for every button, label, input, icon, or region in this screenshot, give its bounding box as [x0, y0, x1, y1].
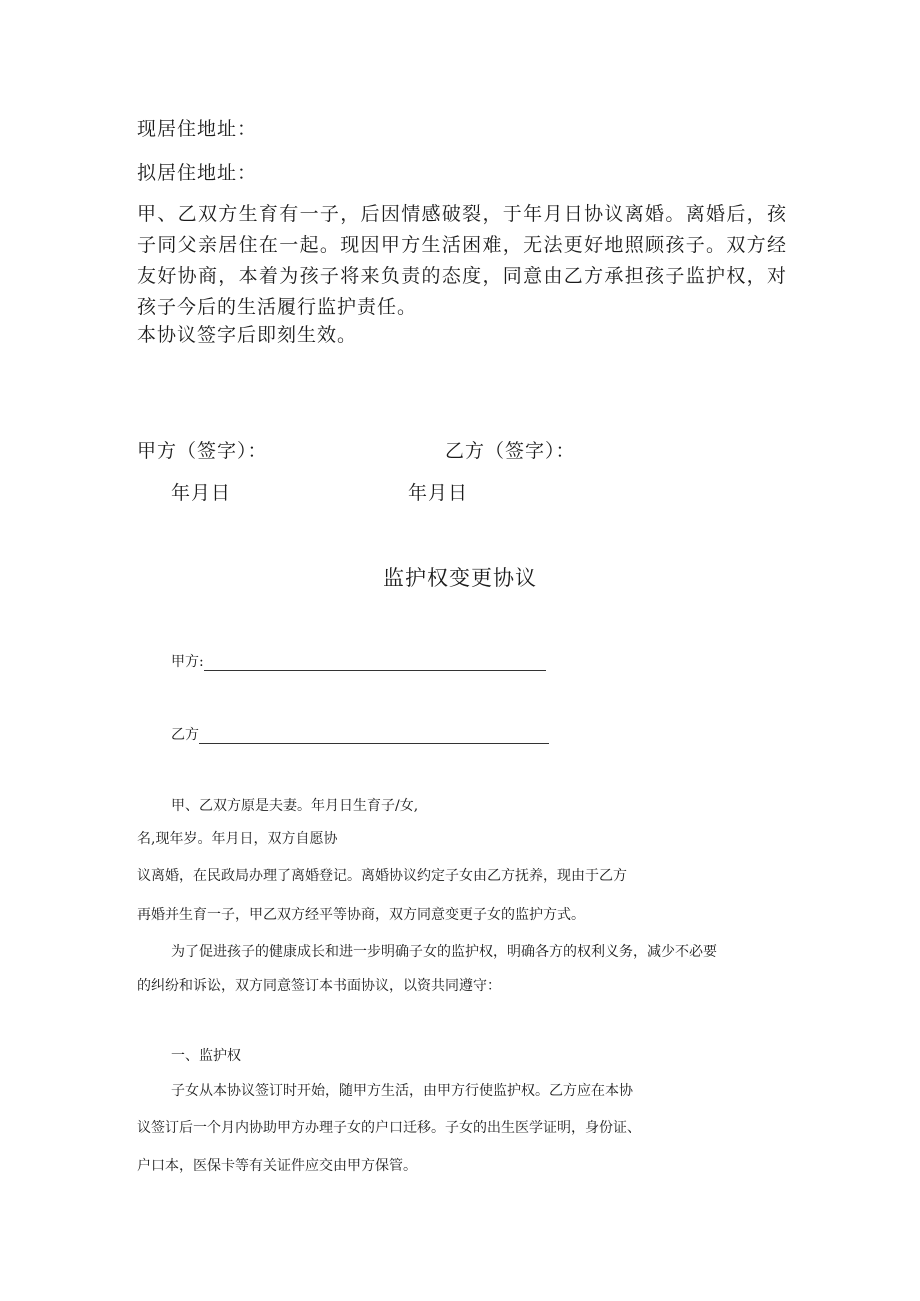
section-1-line-3: 户口本，医保卡等有关证件应交由甲方保管。 — [137, 1158, 417, 1174]
body-line-2: 名,现年岁。年月日，双方自愿协 — [137, 831, 338, 847]
body-line-1: 甲、乙双方原是夫妻。年月日生育子/女, — [171, 798, 419, 814]
purpose-line-1: 为了促进孩子的健康成长和进一步明确子女的监护权，明确各方的权利义务，减少不必要 — [171, 944, 717, 960]
section-1-line-1: 子女从本协议签订时开始，随甲方生活，由甲方行使监护权。乙方应在本协 — [171, 1083, 633, 1099]
current-address-label: 现居住地址： — [137, 118, 258, 140]
agreement-title: 监护权变更协议 — [383, 566, 537, 590]
intended-address-label: 拟居住地址： — [137, 162, 258, 184]
body-line-4: 再婚并生育一子，甲乙双方经平等协商，双方同意变更子女的监护方式。 — [137, 907, 585, 923]
party-b-blank-line — [199, 729, 549, 744]
party-a-field — [171, 651, 546, 671]
party-b-label: 乙方 — [171, 727, 199, 743]
party-a-label: 甲方: — [171, 654, 204, 670]
party-b-date: 年月日 — [408, 482, 469, 504]
section-1-heading: 一、监护权 — [171, 1048, 241, 1064]
separation-paragraph: 甲、乙双方生育有一子，后因情感破裂，于年月日协议离婚。离婚后，孩子同父亲居住在一起。现因甲方生活困难，无法更好地照顾孩子。双方经友好协商，本着为孩子将来负责的态度，同意由乙方承担孩子监护权，对孩子今后的生活履行监护责任。 — [137, 203, 787, 318]
party-a-blank-line — [204, 656, 546, 671]
effective-note: 本协议签字后即刻生效。 — [137, 324, 358, 346]
party-b-signature-label: 乙方（签字）： — [445, 440, 576, 462]
body-line-3: 议离婚，在民政局办理了离婚登记。离婚协议约定子女由乙方抚养，现由于乙方 — [137, 868, 627, 884]
party-a-signature-label: 甲方（签字）： — [137, 440, 268, 462]
section-1-line-2: 议签订后一个月内协助甲方办理子女的户口迁移。子女的出生医学证明，身份证、 — [137, 1120, 641, 1136]
party-a-date: 年月日 — [171, 482, 232, 504]
purpose-line-2: 的纠纷和诉讼，双方同意签订本书面协议，以资共同遵守： — [137, 978, 501, 994]
party-b-field — [171, 724, 549, 744]
